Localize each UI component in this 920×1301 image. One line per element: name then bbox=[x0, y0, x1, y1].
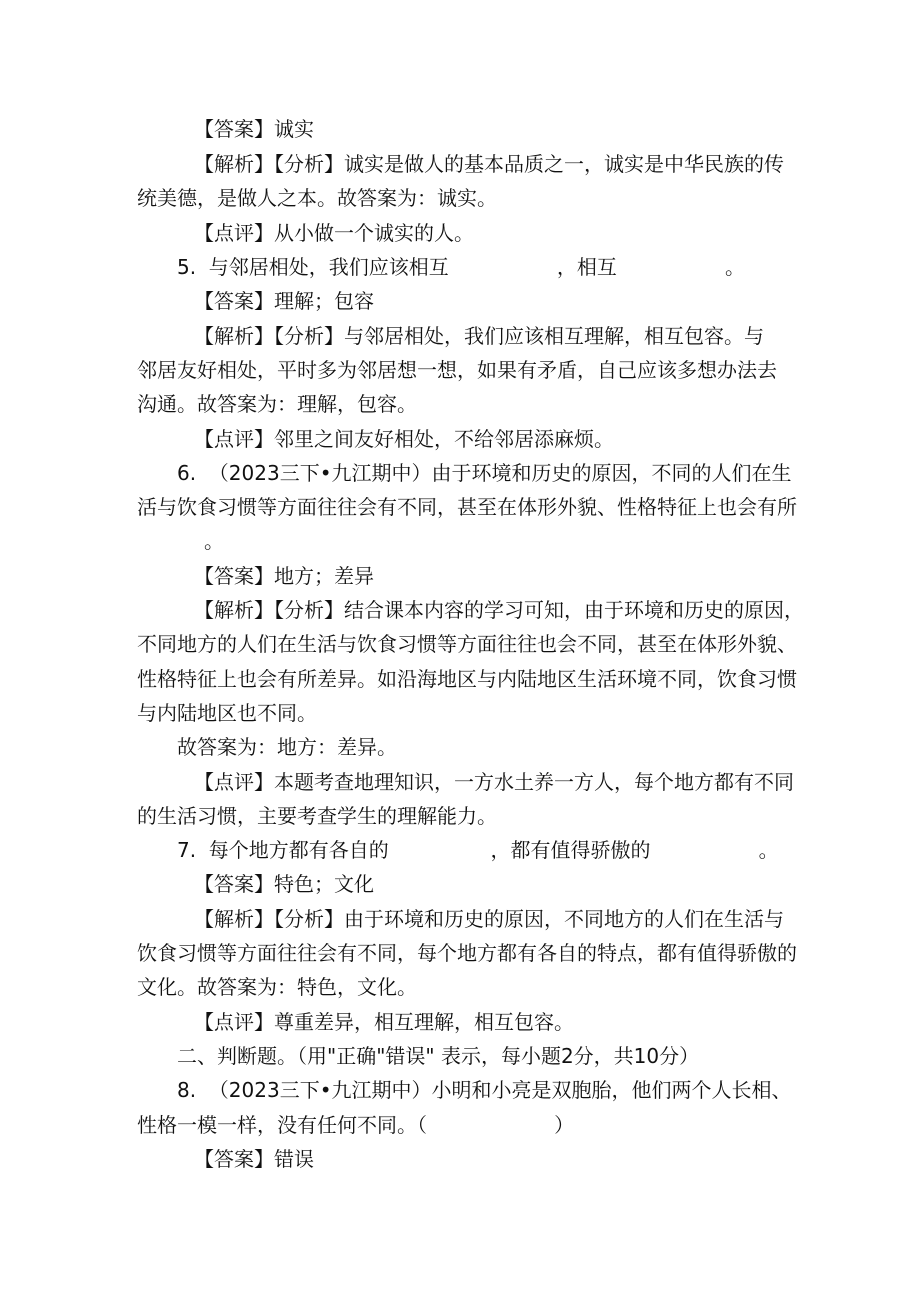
comment-5: 【点评】邻里之间友好相处，不给邻居添麻烦。 bbox=[194, 427, 614, 451]
comment-7: 【点评】尊重差异，相互理解，相互包容。 bbox=[194, 1010, 574, 1034]
answer-4: 【答案】诚实 bbox=[194, 117, 314, 141]
question-8-line1: 8. （2023三下•九江期中）小明和小亮是双胞胎，他们两个人长相、 bbox=[177, 1078, 792, 1102]
comment-6-line2: 的生活习惯，主要考查学生的理解能力。 bbox=[137, 804, 497, 828]
analysis-6-line2: 不同地方的人们在生活与饮食习惯等方面往往也会不同，甚至在体形外貌、 bbox=[137, 632, 797, 656]
analysis-4-line2: 统美德，是做人之本。故答案为：诚实。 bbox=[137, 186, 497, 210]
analysis-7-line2: 饮食习惯等方面往往会有不同，每个地方都有各自的特点，都有值得骄傲的 bbox=[137, 941, 797, 965]
answer-5: 【答案】理解；包容 bbox=[194, 289, 374, 313]
question-6-line2: 活与饮食习惯等方面往往会有不同，甚至在体形外貌、性格特征上也会有所 bbox=[137, 495, 797, 519]
comment-6-line1: 【点评】本题考查地理知识，一方水土养一方人，每个地方都有不同 bbox=[194, 770, 794, 794]
analysis-6-line5: 故答案为：地方：差异。 bbox=[177, 735, 397, 759]
answer-7: 【答案】特色；文化 bbox=[194, 872, 374, 896]
analysis-6-line3: 性格特征上也会有所差异。如沿海地区与内陆地区生活环境不同，饮食习惯 bbox=[137, 667, 797, 691]
question-6-line1: 6. （2023三下•九江期中）由于环境和历史的原因，不同的人们在生 bbox=[177, 461, 792, 485]
analysis-5-line2: 邻居友好相处，平时多为邻居想一想，如果有矛盾，自己应该多想办法去 bbox=[137, 358, 777, 382]
analysis-4-line1: 【解析】【分析】诚实是做人的基本品质之一，诚实是中华民族的传 bbox=[194, 152, 784, 176]
analysis-7-line1: 【解析】【分析】由于环境和历史的原因，不同地方的人们在生活与 bbox=[194, 907, 784, 931]
question-8-line2: 性格一模一样，没有任何不同。（ ） bbox=[137, 1113, 575, 1137]
question-7: 7. 每个地方都有各自的 ，都有值得骄傲的 。 bbox=[177, 838, 779, 862]
answer-6: 【答案】地方；差异 bbox=[194, 564, 374, 588]
question-6-line3: 。 bbox=[204, 529, 224, 553]
answer-8: 【答案】错误 bbox=[194, 1147, 314, 1171]
analysis-6-line4: 与内陆地区也不同。 bbox=[137, 701, 317, 725]
analysis-5-line1: 【解析】【分析】与邻居相处，我们应该相互理解，相互包容。与 bbox=[194, 324, 764, 348]
question-5: 5. 与邻居相处，我们应该相互 ，相互 。 bbox=[177, 255, 745, 279]
analysis-5-line3: 沟通。故答案为：理解，包容。 bbox=[137, 392, 417, 416]
analysis-6-line1: 【解析】【分析】结合课本内容的学习可知，由于环境和历史的原因， bbox=[194, 598, 804, 622]
comment-4: 【点评】从小做一个诚实的人。 bbox=[194, 221, 474, 245]
section-heading: 二、判断题。（用"正确"错误" 表示，每小题2分，共10分） bbox=[177, 1044, 700, 1068]
analysis-7-line3: 文化。故答案为：特色，文化。 bbox=[137, 975, 417, 999]
